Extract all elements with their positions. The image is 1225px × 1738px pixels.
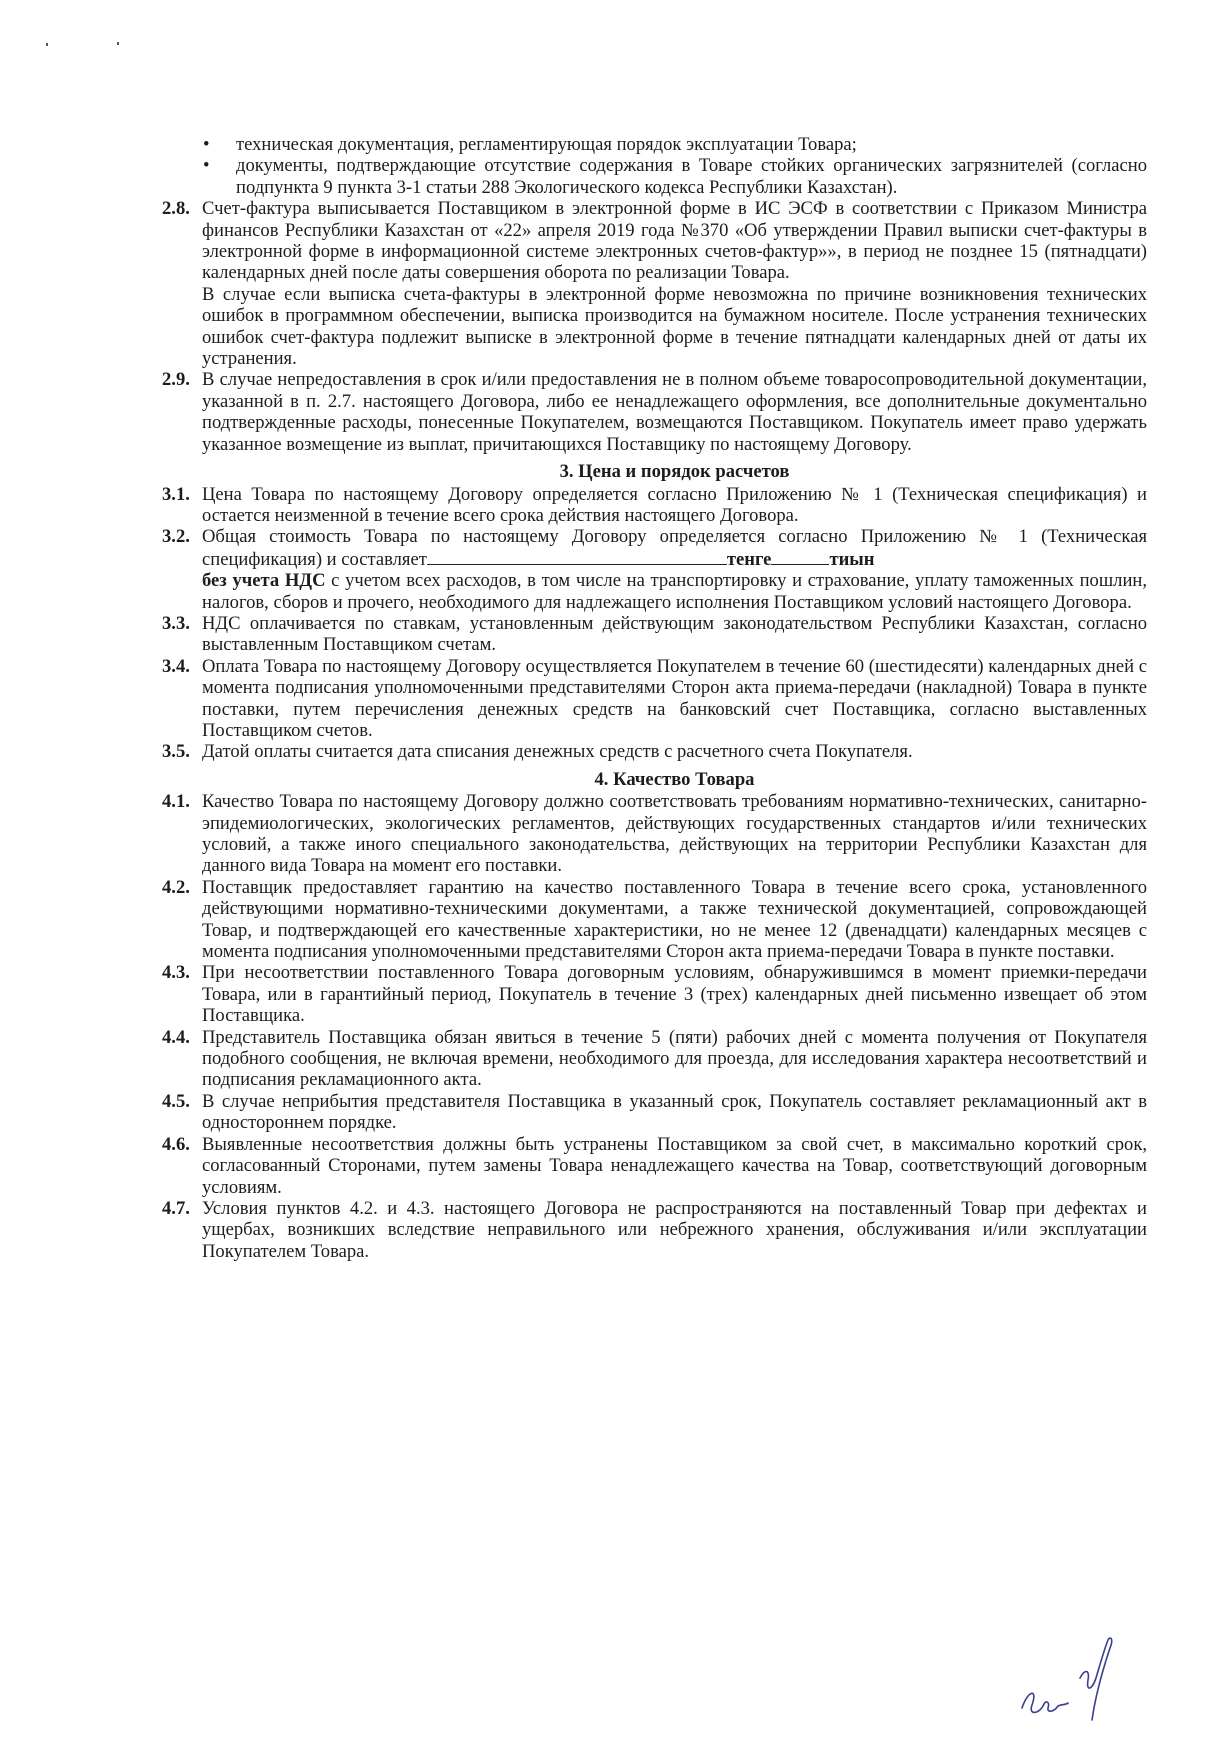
clause-2-9 bbox=[162, 369, 1147, 455]
clause-text: Счет-фактура выписывается Поставщиком в электронной форме в ИС ЭСФ в соответствии с Приказом Министра финансов Республики Казахстан от «22» апреля 2019 года №370 «Об утверждении Правил выписки счет-фактуры в электронной форме в информационной системе электронных счетов-фактур»», в период не позднее 15 (пятнадцати) календарных дней после даты совершения оборота по реализации Товара. bbox=[202, 198, 1147, 284]
bullet-marker: • bbox=[203, 134, 210, 155]
clause-text bbox=[202, 526, 1147, 613]
clause-text: При несоответствии поставленного Товара договорным условиям, обнаружившимся в момент приемки-передачи Товара, или в гарантийный период, Покупатель в течение 3 (трех) календарных дней письменно извещает об этом Поставщика. bbox=[202, 962, 1147, 1027]
clause-3-2 bbox=[162, 526, 1147, 613]
clause-number: 4.6. bbox=[162, 1133, 190, 1155]
clause-text-part: с учетом всех расходов, в том числе на транспортировку и страхование, уплату таможенных пошлин, налогов, сборов и прочего, необходимого для надлежащего исполнения Поставщиком условий настоящего Договора. bbox=[202, 570, 1147, 613]
clause-4-2 bbox=[162, 877, 1147, 963]
scan-speck bbox=[117, 42, 119, 45]
clause-2-8 bbox=[162, 198, 1147, 369]
clause-text: Качество Товара по настоящему Договору должно соответствовать требованиям нормативно-технических, санитарно-эпидемиологических, экологических регламентов, действующих государственных стандартов и/или технических условий, а также иного специального законодательства, действующих на территории Республики Казахстан для данного вида Товара на момент его поставки. bbox=[202, 791, 1147, 877]
clause-3-4 bbox=[162, 656, 1147, 742]
clause-number: 4.2. bbox=[162, 876, 190, 898]
document-body bbox=[162, 134, 1147, 1262]
handwritten-signature bbox=[1010, 1630, 1140, 1725]
clause-4-6 bbox=[162, 1134, 1147, 1198]
scan-speck bbox=[46, 43, 48, 46]
clause-4-5 bbox=[162, 1091, 1147, 1134]
clause-number: 3.4. bbox=[162, 655, 190, 677]
bullet-item bbox=[162, 134, 1147, 155]
clause-3-5 bbox=[162, 741, 1147, 762]
clause-number: 4.1. bbox=[162, 791, 190, 813]
tiyn-blank bbox=[771, 548, 829, 565]
clause-number: 2.8. bbox=[162, 198, 190, 220]
clause-number: 3.2. bbox=[162, 526, 190, 548]
clause-text: В случае непредоставления в срок и/или предоставления не в полном объеме товаросопроводительной документации, указанной в п. 2.7. настоящего Договора, либо ее ненадлежащего оформления, все дополнительные документально подтвержденные расходы, понесенные Покупателем, возмещаются Поставщиком. Покупатель имеет право удержать указанное возмещение из выплат, причитающихся Поставщику по настоящему Договору. bbox=[202, 369, 1147, 455]
amount-blank bbox=[427, 548, 727, 565]
clause-number: 2.9. bbox=[162, 369, 190, 391]
bullet-text: документы, подтверждающие отсутствие содержания в Товаре стойких органических загрязнителей (согласно подпункта 9 пункта 3-1 статьи 288 Экологического кодекса Республики Казахстан). bbox=[236, 155, 1147, 198]
currency-tenge: тенге bbox=[726, 548, 772, 570]
bullet-item bbox=[162, 155, 1147, 198]
vat-note: без учета НДС bbox=[202, 570, 326, 592]
clause-number: 4.5. bbox=[162, 1090, 190, 1112]
clause-number: 3.3. bbox=[162, 612, 190, 634]
clause-3-1 bbox=[162, 484, 1147, 527]
clause-number: 4.4. bbox=[162, 1026, 190, 1048]
clause-4-1 bbox=[162, 791, 1147, 877]
clause-number: 3.5. bbox=[162, 741, 190, 763]
bullet-marker: • bbox=[203, 155, 210, 177]
clause-4-3 bbox=[162, 962, 1147, 1026]
clause-text: Датой оплаты считается дата списания денежных средств с расчетного счета Покупателя. bbox=[202, 741, 913, 763]
clause-text: Поставщик предоставляет гарантию на качество поставленного Товара в течение всего срока, установленного действующими нормативно-техническими документами, а также технической документацией, сопровождающей Товар, и подтверждающей его качественные характеристики, но не менее 12 (двенадцати) календарных месяцев с момента подписания уполномоченными представителями Сторон акта приема-передачи Товара в пункте поставки. bbox=[202, 876, 1147, 963]
clause-text: НДС оплачивается по ставкам, установленным действующим законодательством Республики Казахстан, согласно выставленным Поставщиком счетам. bbox=[202, 612, 1147, 656]
clause-number: 4.3. bbox=[162, 962, 190, 984]
section-heading-3: 3. Цена и порядок расчетов bbox=[559, 461, 790, 483]
clause-text: В случае неприбытия представителя Поставщика в указанный срок, Покупатель составляет рекламационный акт в одностороннем порядке. bbox=[202, 1090, 1147, 1134]
clause-number: 3.1. bbox=[162, 483, 190, 505]
clause-4-4 bbox=[162, 1027, 1147, 1091]
clause-text-part: Общая стоимость Товара по настоящему Договору определяется согласно Приложению № 1 (Техническая спецификация) и составляет bbox=[202, 526, 1147, 570]
clause-text: Условия пунктов 4.2. и 4.3. настоящего Договора не распространяются на поставленный Товар при дефектах и ущербах, возникших вследствие неправильного или небрежного хранения, обслуживания и/или эксплуатации Покупателем Товара. bbox=[202, 1197, 1147, 1262]
clause-number: 4.7. bbox=[162, 1197, 190, 1219]
clause-text: Выявленные несоответствия должны быть устранены Поставщиком за свой счет, в максимально короткий срок, согласованный Сторонами, путем замены Товара ненадлежащего качества на Товар, соответствующий договорным условиям. bbox=[202, 1133, 1147, 1198]
section-heading-4: 4. Качество Товара bbox=[594, 768, 755, 790]
clause-text: В случае если выписка счета-фактуры в электронной форме невозможна по причине возникновения технических ошибок в программном обеспечении, выписка производится на бумажном носителе. После устранения технических ошибок счет-фактура подлежит выписке в электронной форме в течение пятнадцати календарных дней от даты их устранения. bbox=[202, 283, 1147, 370]
bullet-text: техническая документация, регламентирующая порядок эксплуатации Товара; bbox=[236, 134, 857, 155]
currency-tiyn: тиын bbox=[829, 548, 875, 570]
clause-4-7 bbox=[162, 1198, 1147, 1262]
clause-3-3 bbox=[162, 613, 1147, 656]
clause-text: Представитель Поставщика обязан явиться в течение 5 (пяти) рабочих дней с момента получения от Покупателя подобного сообщения, не включая времени, необходимого для проезда, для исследования характера несоответствий и подписания рекламационного акта. bbox=[202, 1026, 1147, 1091]
clause-text: Цена Товара по настоящему Договору определяется согласно Приложению № 1 (Техническая спецификация) и остается неизменной в течение всего срока действия настоящего Договора. bbox=[202, 483, 1147, 526]
clause-text: Оплата Товара по настоящему Договору осуществляется Покупателем в течение 60 (шестидесяти) календарных дней с момента подписания уполномоченными представителями Сторон акта приема-передачи (накладной) Товара в пункте поставки, путем перечисления денежных средств на банковский счет Поставщика, согласно выставленных Поставщиком счетов. bbox=[202, 655, 1147, 741]
